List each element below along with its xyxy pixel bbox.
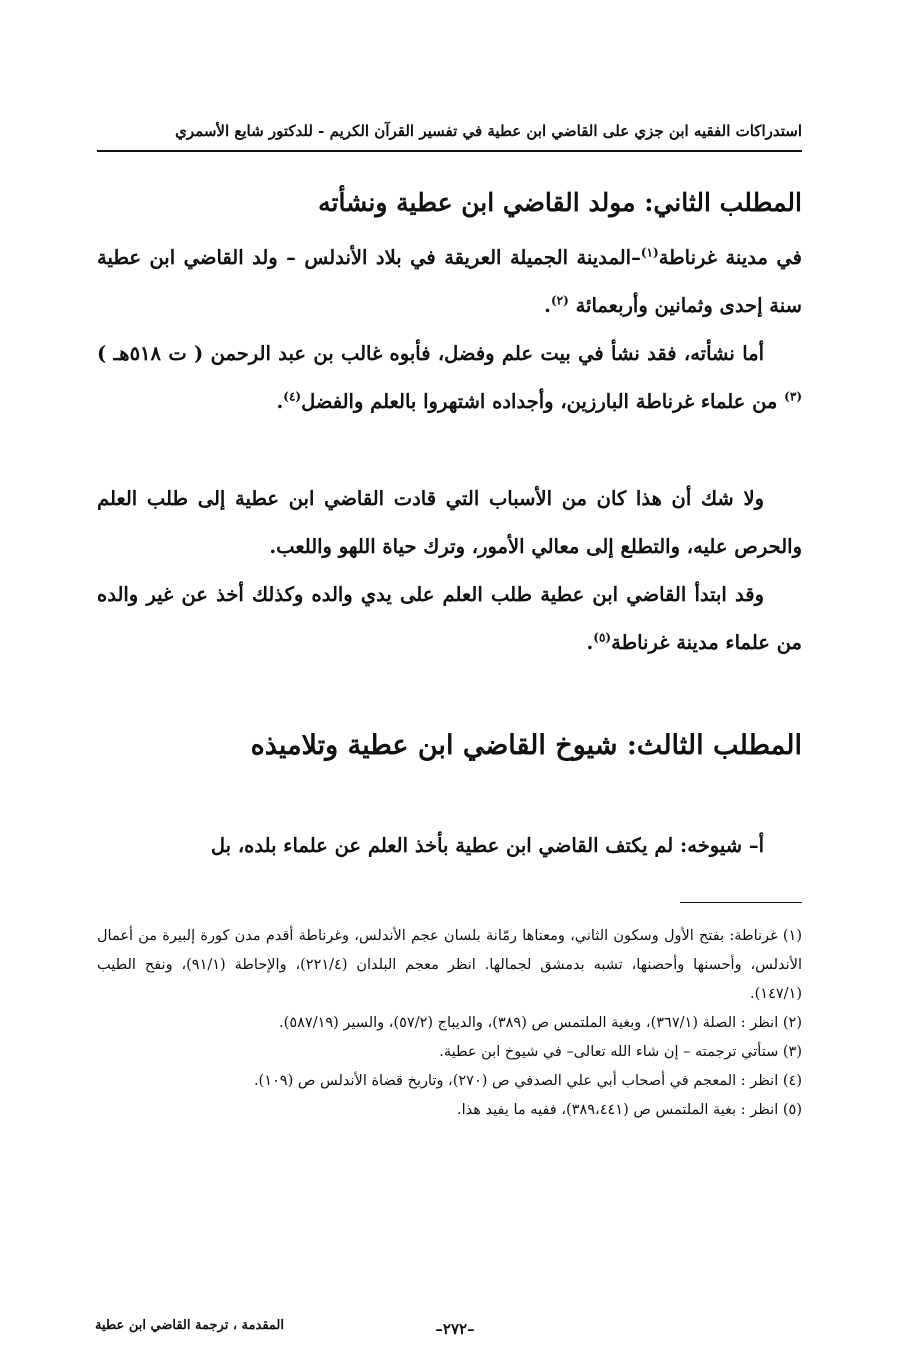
paragraph-text: –المدينة الجميلة العريقة في بلاد الأندلس – ولد القاضي ابن عطية سنة إحدى وثمانين وأربعمائة	[97, 246, 802, 317]
footnote-3	[97, 1038, 802, 1067]
footnote-number: (٤)	[782, 1073, 802, 1089]
footnote-ref[interactable]: (٥)	[593, 630, 612, 645]
paragraph-punct: .	[544, 294, 551, 317]
footnote-ref[interactable]: (٤)	[283, 389, 302, 404]
paragraph-teachers: أ– شيوخه: لم يكتف القاضي ابن عطية بأخذ العلم عن علماء بلده، بل	[210, 834, 764, 857]
running-header: استدراكات الفقيه ابن جزي على القاضي ابن عطية في تفسير القرآن الكريم - للدكتور شايع الأسمري	[175, 122, 802, 140]
footnote-1	[97, 922, 802, 1009]
footnotes	[97, 922, 802, 1125]
section-heading-teachers: المطلب الثالث: شيوخ القاضي ابن عطية وتلاميذه	[250, 730, 802, 761]
footnote-ref[interactable]: (٢)	[550, 293, 569, 308]
header-rule	[97, 150, 802, 152]
footnote-text: غرناطة: بفتح الأول وسكون الثاني، ومعناها رمّانة بلسان عجم الأندلس، وغرناطة أقدم مدن كورة إلبيرة من أعمال الأندلس، وأحسنها وأحصنها، تشبه بدمشق لجمالها. انظر معجم البلدان (٢٢١/٤)، والإحاطة (٩١/١)، ونفح الطيب (١٤٧/١).	[97, 928, 802, 1002]
footer-section-title: المقدمة ، ترجمة القاضي ابن عطية	[95, 1318, 284, 1333]
paragraph-text: أما نشأته، فقد نشأ في بيت علم وفضل، فأبوه غالب بن عبد الرحمن ( ت ٥١٨هـ )	[97, 342, 765, 365]
page-number: –٢٧٢–	[435, 1320, 475, 1338]
footnote-ref[interactable]: (١)	[640, 245, 659, 260]
footnote-ref[interactable]: (٣)	[784, 389, 802, 404]
footnote-text: انظر : بغية الملتمس ص (٣٨٩،٤٤١)، ففيه ما يفيد هذا.	[457, 1102, 779, 1118]
paragraph-text: وقد ابتدأ القاضي ابن عطية طلب العلم على يدي والده وكذلك أخذ عن غير والده من علماء مدينة غرناطة	[97, 583, 802, 654]
paragraph-study	[97, 571, 802, 667]
footnote-number: (١)	[782, 928, 803, 944]
paragraph-text: من علماء غرناطة البارزين، وأجداده اشتهروا بالعلم والفضل	[301, 390, 785, 413]
footnote-separator	[680, 902, 802, 903]
paragraph-text: في مدينة غرناطة	[658, 246, 802, 269]
footnote-text: ستأتي ترجمته – إن شاء الله تعالى– في شيوخ ابن عطية.	[439, 1044, 779, 1060]
section-heading-birth: المطلب الثاني: مولد القاضي ابن عطية ونشأته	[318, 188, 802, 217]
paragraph-punct: .	[276, 390, 284, 413]
paragraph-motivation: ولا شك أن هذا كان من الأسباب التي قادت القاضي ابن عطية إلى طلب العلم والحرص عليه، والتطلع إلى معالي الأمور، وترك حياة اللهو واللعب.	[97, 487, 802, 558]
footnote-text: انظر : المعجم في أصحاب أبي علي الصدفي ص (٢٧٠)، وتاريخ قضاة الأندلس ص (١٠٩).	[253, 1073, 779, 1089]
footnote-5	[97, 1096, 802, 1125]
paragraph-punct: .	[586, 631, 594, 654]
footnote-number: (٢)	[782, 1015, 802, 1031]
footnote-number: (٥)	[782, 1102, 802, 1118]
footnote-4	[97, 1067, 802, 1096]
footnote-text: انظر : الصلة (٣٦٧/١)، وبغية الملتمس ص (٣٨٩)، والديباج (٥٧/٢)، والسير (٥٨٧/١٩).	[279, 1015, 779, 1031]
footnote-number: (٣)	[782, 1044, 802, 1060]
paragraph-birth	[97, 234, 802, 330]
footnote-2	[97, 1009, 802, 1038]
paragraph-upbringing	[97, 330, 802, 426]
